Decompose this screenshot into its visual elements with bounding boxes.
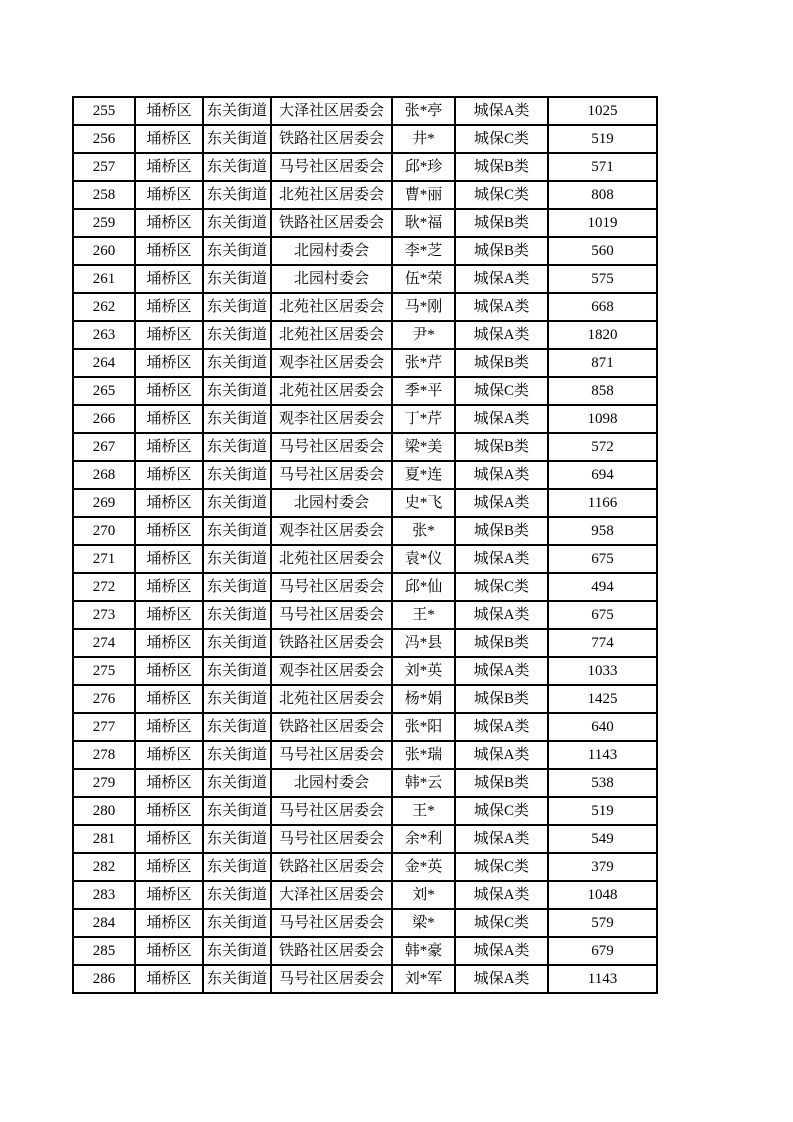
cell-amount: 679 bbox=[548, 937, 657, 965]
cell-district: 埇桥区 bbox=[135, 377, 203, 405]
cell-district: 埇桥区 bbox=[135, 601, 203, 629]
cell-category: 城保C类 bbox=[455, 125, 548, 153]
cell-amount: 571 bbox=[548, 153, 657, 181]
cell-street: 东关街道 bbox=[203, 937, 271, 965]
cell-seq: 261 bbox=[73, 265, 135, 293]
cell-community: 铁路社区居委会 bbox=[271, 209, 392, 237]
cell-district: 埇桥区 bbox=[135, 349, 203, 377]
cell-community: 北园村委会 bbox=[271, 489, 392, 517]
table-row bbox=[73, 965, 657, 993]
cell-name: 梁* bbox=[392, 909, 455, 937]
cell-seq: 274 bbox=[73, 629, 135, 657]
cell-category: 城保C类 bbox=[455, 797, 548, 825]
cell-name: 尹* bbox=[392, 321, 455, 349]
cell-community: 马号社区居委会 bbox=[271, 573, 392, 601]
cell-seq: 275 bbox=[73, 657, 135, 685]
cell-category: 城保A类 bbox=[455, 937, 548, 965]
cell-category: 城保A类 bbox=[455, 461, 548, 489]
cell-category: 城保C类 bbox=[455, 573, 548, 601]
cell-community: 马号社区居委会 bbox=[271, 433, 392, 461]
cell-amount: 560 bbox=[548, 237, 657, 265]
cell-street: 东关街道 bbox=[203, 601, 271, 629]
cell-district: 埇桥区 bbox=[135, 629, 203, 657]
cell-street: 东关街道 bbox=[203, 181, 271, 209]
cell-district: 埇桥区 bbox=[135, 713, 203, 741]
cell-district: 埇桥区 bbox=[135, 741, 203, 769]
cell-community: 铁路社区居委会 bbox=[271, 629, 392, 657]
table-row bbox=[73, 797, 657, 825]
cell-name: 张*阳 bbox=[392, 713, 455, 741]
cell-category: 城保A类 bbox=[455, 97, 548, 125]
cell-community: 铁路社区居委会 bbox=[271, 937, 392, 965]
cell-community: 观李社区居委会 bbox=[271, 349, 392, 377]
cell-name: 史*飞 bbox=[392, 489, 455, 517]
cell-seq: 260 bbox=[73, 237, 135, 265]
cell-amount: 668 bbox=[548, 293, 657, 321]
table-row bbox=[73, 881, 657, 909]
cell-district: 埇桥区 bbox=[135, 825, 203, 853]
cell-district: 埇桥区 bbox=[135, 153, 203, 181]
cell-street: 东关街道 bbox=[203, 825, 271, 853]
cell-district: 埇桥区 bbox=[135, 657, 203, 685]
cell-name: 夏*连 bbox=[392, 461, 455, 489]
cell-community: 大泽社区居委会 bbox=[271, 881, 392, 909]
cell-amount: 1143 bbox=[548, 965, 657, 993]
cell-amount: 1820 bbox=[548, 321, 657, 349]
cell-district: 埇桥区 bbox=[135, 321, 203, 349]
cell-street: 东关街道 bbox=[203, 629, 271, 657]
cell-street: 东关街道 bbox=[203, 685, 271, 713]
cell-street: 东关街道 bbox=[203, 237, 271, 265]
cell-name: 张*亭 bbox=[392, 97, 455, 125]
cell-name: 张* bbox=[392, 517, 455, 545]
cell-district: 埇桥区 bbox=[135, 405, 203, 433]
cell-community: 马号社区居委会 bbox=[271, 741, 392, 769]
cell-seq: 271 bbox=[73, 545, 135, 573]
cell-community: 北苑社区居委会 bbox=[271, 545, 392, 573]
cell-street: 东关街道 bbox=[203, 349, 271, 377]
table-row bbox=[73, 629, 657, 657]
cell-category: 城保A类 bbox=[455, 405, 548, 433]
cell-category: 城保A类 bbox=[455, 881, 548, 909]
cell-category: 城保B类 bbox=[455, 349, 548, 377]
cell-seq: 269 bbox=[73, 489, 135, 517]
cell-street: 东关街道 bbox=[203, 909, 271, 937]
cell-district: 埇桥区 bbox=[135, 909, 203, 937]
beneficiary-table bbox=[72, 96, 658, 994]
cell-street: 东关街道 bbox=[203, 797, 271, 825]
cell-community: 马号社区居委会 bbox=[271, 153, 392, 181]
table-row bbox=[73, 97, 657, 125]
cell-category: 城保A类 bbox=[455, 545, 548, 573]
cell-amount: 1025 bbox=[548, 97, 657, 125]
cell-name: 冯*县 bbox=[392, 629, 455, 657]
table-row bbox=[73, 601, 657, 629]
cell-community: 马号社区居委会 bbox=[271, 797, 392, 825]
table-row bbox=[73, 545, 657, 573]
cell-category: 城保C类 bbox=[455, 909, 548, 937]
cell-street: 东关街道 bbox=[203, 405, 271, 433]
table-row bbox=[73, 377, 657, 405]
cell-community: 铁路社区居委会 bbox=[271, 125, 392, 153]
cell-street: 东关街道 bbox=[203, 433, 271, 461]
cell-seq: 266 bbox=[73, 405, 135, 433]
cell-street: 东关街道 bbox=[203, 265, 271, 293]
table-row bbox=[73, 125, 657, 153]
table-row bbox=[73, 349, 657, 377]
cell-amount: 1098 bbox=[548, 405, 657, 433]
table-row bbox=[73, 293, 657, 321]
cell-district: 埇桥区 bbox=[135, 573, 203, 601]
cell-name: 王* bbox=[392, 601, 455, 629]
cell-district: 埇桥区 bbox=[135, 237, 203, 265]
cell-street: 东关街道 bbox=[203, 209, 271, 237]
cell-name: 曹*丽 bbox=[392, 181, 455, 209]
cell-category: 城保A类 bbox=[455, 489, 548, 517]
cell-district: 埇桥区 bbox=[135, 433, 203, 461]
cell-name: 伍*荣 bbox=[392, 265, 455, 293]
cell-name: 杨*娟 bbox=[392, 685, 455, 713]
cell-name: 金*英 bbox=[392, 853, 455, 881]
table-row bbox=[73, 181, 657, 209]
cell-name: 余*利 bbox=[392, 825, 455, 853]
cell-amount: 694 bbox=[548, 461, 657, 489]
table-row bbox=[73, 265, 657, 293]
cell-name: 季*平 bbox=[392, 377, 455, 405]
cell-category: 城保A类 bbox=[455, 265, 548, 293]
cell-name: 韩*云 bbox=[392, 769, 455, 797]
table-row bbox=[73, 853, 657, 881]
table-row bbox=[73, 433, 657, 461]
cell-name: 井* bbox=[392, 125, 455, 153]
cell-street: 东关街道 bbox=[203, 741, 271, 769]
table-row bbox=[73, 741, 657, 769]
cell-amount: 1048 bbox=[548, 881, 657, 909]
cell-community: 北苑社区居委会 bbox=[271, 181, 392, 209]
cell-seq: 267 bbox=[73, 433, 135, 461]
cell-community: 北园村委会 bbox=[271, 769, 392, 797]
cell-category: 城保A类 bbox=[455, 657, 548, 685]
cell-category: 城保A类 bbox=[455, 965, 548, 993]
table-row bbox=[73, 405, 657, 433]
cell-seq: 279 bbox=[73, 769, 135, 797]
cell-category: 城保A类 bbox=[455, 321, 548, 349]
cell-community: 铁路社区居委会 bbox=[271, 853, 392, 881]
cell-district: 埇桥区 bbox=[135, 97, 203, 125]
cell-community: 观李社区居委会 bbox=[271, 405, 392, 433]
cell-district: 埇桥区 bbox=[135, 965, 203, 993]
cell-district: 埇桥区 bbox=[135, 853, 203, 881]
table-body bbox=[73, 97, 657, 993]
cell-category: 城保B类 bbox=[455, 153, 548, 181]
cell-street: 东关街道 bbox=[203, 97, 271, 125]
table-row bbox=[73, 237, 657, 265]
cell-amount: 379 bbox=[548, 853, 657, 881]
cell-community: 北园村委会 bbox=[271, 265, 392, 293]
cell-street: 东关街道 bbox=[203, 293, 271, 321]
cell-district: 埇桥区 bbox=[135, 265, 203, 293]
cell-street: 东关街道 bbox=[203, 769, 271, 797]
cell-name: 邱*仙 bbox=[392, 573, 455, 601]
cell-name: 韩*豪 bbox=[392, 937, 455, 965]
cell-district: 埇桥区 bbox=[135, 489, 203, 517]
cell-category: 城保A类 bbox=[455, 741, 548, 769]
cell-name: 梁*美 bbox=[392, 433, 455, 461]
cell-amount: 575 bbox=[548, 265, 657, 293]
cell-amount: 538 bbox=[548, 769, 657, 797]
cell-seq: 262 bbox=[73, 293, 135, 321]
table-row bbox=[73, 685, 657, 713]
cell-community: 观李社区居委会 bbox=[271, 657, 392, 685]
cell-community: 马号社区居委会 bbox=[271, 965, 392, 993]
cell-category: 城保A类 bbox=[455, 713, 548, 741]
cell-name: 刘*军 bbox=[392, 965, 455, 993]
cell-seq: 278 bbox=[73, 741, 135, 769]
cell-category: 城保B类 bbox=[455, 433, 548, 461]
cell-street: 东关街道 bbox=[203, 545, 271, 573]
cell-street: 东关街道 bbox=[203, 153, 271, 181]
cell-community: 北苑社区居委会 bbox=[271, 293, 392, 321]
cell-amount: 808 bbox=[548, 181, 657, 209]
table-row bbox=[73, 573, 657, 601]
cell-category: 城保B类 bbox=[455, 517, 548, 545]
cell-amount: 1033 bbox=[548, 657, 657, 685]
cell-category: 城保B类 bbox=[455, 685, 548, 713]
cell-street: 东关街道 bbox=[203, 125, 271, 153]
cell-category: 城保B类 bbox=[455, 769, 548, 797]
cell-amount: 579 bbox=[548, 909, 657, 937]
cell-category: 城保A类 bbox=[455, 825, 548, 853]
cell-category: 城保A类 bbox=[455, 601, 548, 629]
cell-name: 王* bbox=[392, 797, 455, 825]
cell-street: 东关街道 bbox=[203, 461, 271, 489]
cell-district: 埇桥区 bbox=[135, 881, 203, 909]
cell-community: 马号社区居委会 bbox=[271, 825, 392, 853]
cell-community: 大泽社区居委会 bbox=[271, 97, 392, 125]
cell-amount: 519 bbox=[548, 797, 657, 825]
table-row bbox=[73, 825, 657, 853]
cell-seq: 286 bbox=[73, 965, 135, 993]
table-row bbox=[73, 153, 657, 181]
cell-district: 埇桥区 bbox=[135, 937, 203, 965]
cell-street: 东关街道 bbox=[203, 517, 271, 545]
cell-community: 北苑社区居委会 bbox=[271, 377, 392, 405]
cell-seq: 285 bbox=[73, 937, 135, 965]
table-row bbox=[73, 461, 657, 489]
cell-category: 城保B类 bbox=[455, 209, 548, 237]
cell-name: 张*瑞 bbox=[392, 741, 455, 769]
cell-seq: 258 bbox=[73, 181, 135, 209]
cell-category: 城保B类 bbox=[455, 629, 548, 657]
cell-district: 埇桥区 bbox=[135, 769, 203, 797]
cell-name: 张*芹 bbox=[392, 349, 455, 377]
cell-street: 东关街道 bbox=[203, 657, 271, 685]
cell-district: 埇桥区 bbox=[135, 125, 203, 153]
cell-street: 东关街道 bbox=[203, 377, 271, 405]
cell-seq: 281 bbox=[73, 825, 135, 853]
cell-name: 马*刚 bbox=[392, 293, 455, 321]
cell-community: 铁路社区居委会 bbox=[271, 713, 392, 741]
cell-amount: 1143 bbox=[548, 741, 657, 769]
cell-amount: 858 bbox=[548, 377, 657, 405]
cell-name: 丁*芹 bbox=[392, 405, 455, 433]
cell-district: 埇桥区 bbox=[135, 685, 203, 713]
cell-amount: 1019 bbox=[548, 209, 657, 237]
cell-amount: 871 bbox=[548, 349, 657, 377]
cell-district: 埇桥区 bbox=[135, 545, 203, 573]
cell-amount: 640 bbox=[548, 713, 657, 741]
cell-amount: 549 bbox=[548, 825, 657, 853]
cell-name: 刘*英 bbox=[392, 657, 455, 685]
cell-amount: 572 bbox=[548, 433, 657, 461]
cell-seq: 277 bbox=[73, 713, 135, 741]
cell-category: 城保C类 bbox=[455, 853, 548, 881]
cell-seq: 263 bbox=[73, 321, 135, 349]
cell-seq: 273 bbox=[73, 601, 135, 629]
cell-community: 马号社区居委会 bbox=[271, 909, 392, 937]
cell-community: 马号社区居委会 bbox=[271, 461, 392, 489]
cell-category: 城保B类 bbox=[455, 237, 548, 265]
cell-seq: 282 bbox=[73, 853, 135, 881]
table-row bbox=[73, 321, 657, 349]
cell-amount: 774 bbox=[548, 629, 657, 657]
cell-seq: 284 bbox=[73, 909, 135, 937]
table-row bbox=[73, 209, 657, 237]
cell-seq: 257 bbox=[73, 153, 135, 181]
cell-name: 李*芝 bbox=[392, 237, 455, 265]
cell-seq: 268 bbox=[73, 461, 135, 489]
cell-seq: 270 bbox=[73, 517, 135, 545]
cell-community: 北苑社区居委会 bbox=[271, 685, 392, 713]
cell-seq: 276 bbox=[73, 685, 135, 713]
cell-district: 埇桥区 bbox=[135, 517, 203, 545]
cell-street: 东关街道 bbox=[203, 713, 271, 741]
cell-seq: 280 bbox=[73, 797, 135, 825]
cell-name: 邱*珍 bbox=[392, 153, 455, 181]
cell-street: 东关街道 bbox=[203, 965, 271, 993]
cell-category: 城保C类 bbox=[455, 181, 548, 209]
cell-seq: 264 bbox=[73, 349, 135, 377]
cell-seq: 259 bbox=[73, 209, 135, 237]
cell-community: 观李社区居委会 bbox=[271, 517, 392, 545]
cell-street: 东关街道 bbox=[203, 853, 271, 881]
cell-street: 东关街道 bbox=[203, 321, 271, 349]
cell-name: 刘* bbox=[392, 881, 455, 909]
cell-district: 埇桥区 bbox=[135, 461, 203, 489]
cell-street: 东关街道 bbox=[203, 489, 271, 517]
cell-name: 袁*仪 bbox=[392, 545, 455, 573]
cell-amount: 494 bbox=[548, 573, 657, 601]
cell-category: 城保A类 bbox=[455, 293, 548, 321]
table-row bbox=[73, 489, 657, 517]
cell-amount: 519 bbox=[548, 125, 657, 153]
cell-community: 北园村委会 bbox=[271, 237, 392, 265]
table-row bbox=[73, 517, 657, 545]
cell-amount: 1425 bbox=[548, 685, 657, 713]
table-row bbox=[73, 937, 657, 965]
cell-seq: 283 bbox=[73, 881, 135, 909]
cell-district: 埇桥区 bbox=[135, 181, 203, 209]
cell-name: 耿*福 bbox=[392, 209, 455, 237]
cell-seq: 255 bbox=[73, 97, 135, 125]
cell-category: 城保C类 bbox=[455, 377, 548, 405]
table-row bbox=[73, 657, 657, 685]
table-row bbox=[73, 769, 657, 797]
cell-amount: 675 bbox=[548, 545, 657, 573]
table-row bbox=[73, 909, 657, 937]
cell-street: 东关街道 bbox=[203, 573, 271, 601]
cell-street: 东关街道 bbox=[203, 881, 271, 909]
cell-district: 埇桥区 bbox=[135, 293, 203, 321]
cell-amount: 675 bbox=[548, 601, 657, 629]
cell-seq: 272 bbox=[73, 573, 135, 601]
cell-amount: 1166 bbox=[548, 489, 657, 517]
cell-district: 埇桥区 bbox=[135, 209, 203, 237]
cell-seq: 256 bbox=[73, 125, 135, 153]
table-row bbox=[73, 713, 657, 741]
cell-seq: 265 bbox=[73, 377, 135, 405]
cell-district: 埇桥区 bbox=[135, 797, 203, 825]
cell-community: 马号社区居委会 bbox=[271, 601, 392, 629]
cell-community: 北苑社区居委会 bbox=[271, 321, 392, 349]
cell-amount: 958 bbox=[548, 517, 657, 545]
